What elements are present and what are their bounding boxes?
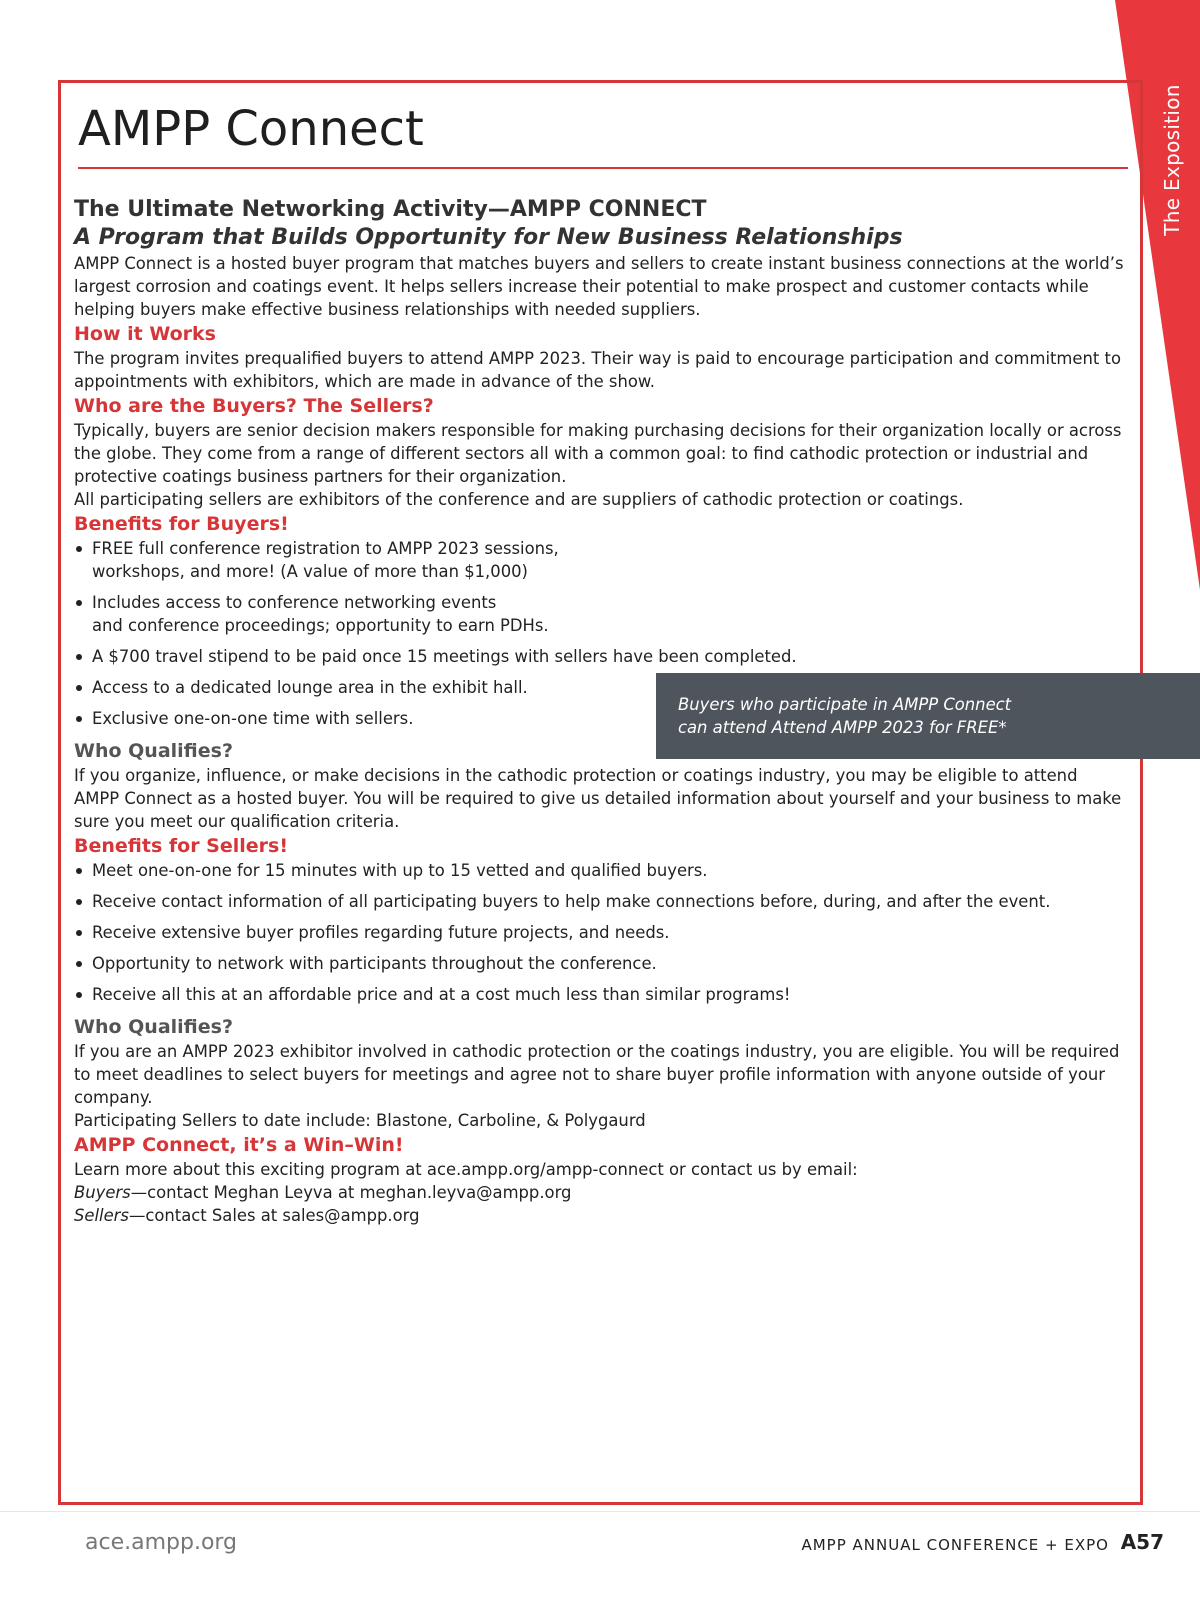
footer-site[interactable]: ace.ampp.org [85, 1530, 238, 1555]
sellers-contact-text: —contact Sales at sales@ampp.org [128, 1206, 420, 1225]
footer-conference-name: AMPP ANNUAL CONFERENCE + EXPO [801, 1536, 1109, 1554]
buyers-contact [74, 1181, 1124, 1204]
list-item: Exclusive one-on-one time with sellers. [74, 707, 1124, 730]
list-item: Opportunity to network with participants throughout the conference. [74, 952, 1124, 975]
intro-subheadline: A Program that Builds Opportunity for New Business Relationships [74, 225, 903, 250]
buyers-contact-text: —contact Meghan Leyva at meghan.leyva@ampp.org [130, 1183, 572, 1202]
callout-line-1: Buyers who participate in AMPP Connect [678, 695, 1012, 714]
sellers-benefits-heading: Benefits for Sellers! [74, 835, 289, 857]
list-item: Receive extensive buyer profiles regarding future projects, and needs. [74, 921, 1124, 944]
sellers-qualifies-heading: Who Qualifies? [74, 1016, 233, 1038]
sellers-qualifies-body: If you are an AMPP 2023 exhibitor involved in cathodic protection or the coatings industry, you are eligible. You will be required to meet deadlines to select buyers for meetings and agree not to share buyer profile information with anyone outside of your company. [74, 1042, 1120, 1107]
sellers-contact [74, 1204, 1124, 1227]
buyers-qualifies-body: If you organize, influence, or make decisions in the cathodic protection or coatings industry, you may be eligible to attend AMPP Connect as a hosted buyer. You will be required to give us detailed information about yourself and your business to make sure you meet our qualification criteria. [74, 766, 1122, 831]
win-win-heading: AMPP Connect, it’s a Win–Win! [74, 1134, 404, 1156]
list-item: Includes access to conference networking events and conference proceedings; opportunity to earn PDHs. [74, 591, 1124, 637]
page-number: A57 [1120, 1530, 1164, 1554]
buyers-contact-label: Buyers [74, 1183, 131, 1202]
buyers-qualifies-heading: Who Qualifies? [74, 740, 233, 762]
buyers-benefits-heading: Benefits for Buyers! [74, 513, 289, 535]
list-item: A $700 travel stipend to be paid once 15 meetings with sellers have been completed. [74, 645, 1124, 668]
win-win-learn: Learn more about this exciting program at ace.ampp.org/ampp-connect or contact us by email: [74, 1160, 858, 1179]
free-attendance-callout [656, 673, 1200, 759]
who-body-buyers: Typically, buyers are senior decision makers responsible for making purchasing decisions for their organization locally or across the globe. They come from a range of different sectors all with a common goal: to find cathodic protection or industrial and protective coatings business partners for their organization. [74, 421, 1122, 486]
list-item: Receive all this at an affordable price and at a cost much less than similar programs! [74, 983, 1124, 1006]
sellers-benefits-list [74, 859, 1124, 1006]
how-it-works-body: The program invites prequalified buyers to attend AMPP 2023. Their way is paid to encourage participation and commitment to appointments with exhibitors, which are made in advance of the show. [74, 349, 1121, 391]
sellers-contact-label: Sellers [74, 1206, 129, 1225]
list-item: FREE full conference registration to AMPP 2023 sessions, workshops, and more! (A value of more than $1,000) [74, 537, 1124, 583]
list-item: Receive contact information of all participating buyers to help make connections before, during, and after the event. [74, 890, 1124, 913]
footer-divider [0, 1511, 1200, 1512]
list-item: Meet one-on-one for 15 minutes with up to 15 vetted and qualified buyers. [74, 859, 1124, 882]
participating-sellers: Participating Sellers to date include: Blastone, Carboline, & Polygaurd [74, 1111, 646, 1130]
intro-body: AMPP Connect is a hosted buyer program that matches buyers and sellers to create instant business connections at the world’s largest corrosion and coatings event. It helps sellers increase their potential to make prospect and customer contacts while helping buyers make effective business relationships with needed suppliers. [74, 254, 1124, 319]
who-body-sellers: All participating sellers are exhibitors of the conference and are suppliers of cathodic protection or coatings. [74, 490, 964, 509]
list-item: Access to a dedicated lounge area in the exhibit hall. [74, 676, 1124, 699]
who-heading: Who are the Buyers? The Sellers? [74, 395, 434, 417]
intro-headline: The Ultimate Networking Activity—AMPP CONNECT [74, 197, 707, 222]
page-title: AMPP Connect [78, 101, 424, 157]
how-it-works-heading: How it Works [74, 323, 216, 345]
title-divider [78, 167, 1128, 169]
callout-line-2: can attend Attend AMPP 2023 for FREE* [678, 718, 1007, 737]
side-tab-label[interactable]: The Exposition [1160, 84, 1184, 236]
